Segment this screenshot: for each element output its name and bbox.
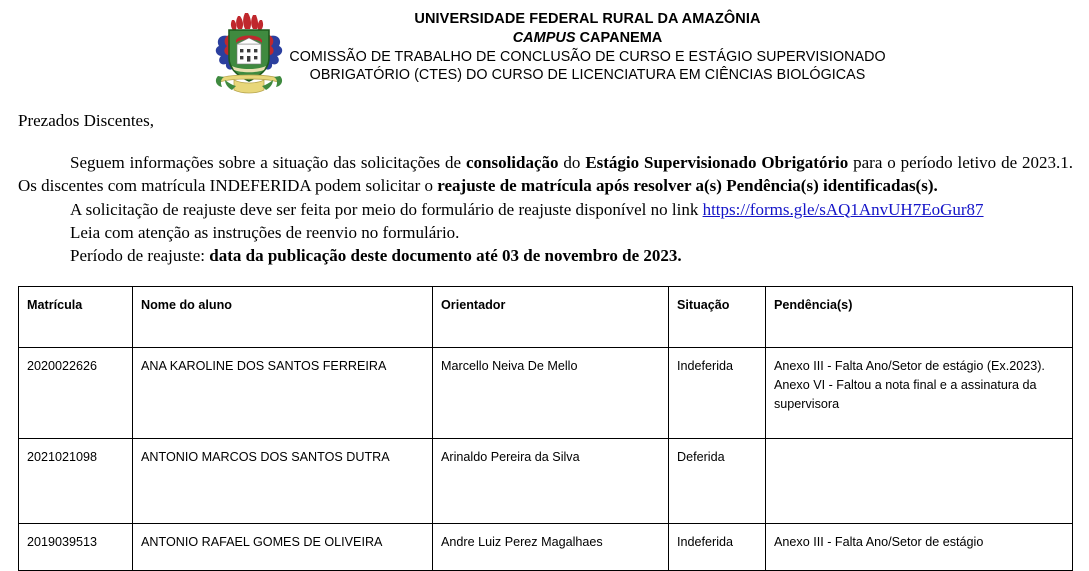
document-header — [0, 0, 1089, 96]
campus-name — [286, 29, 889, 48]
p1-bold-reajuste: reajuste de matrícula após resolver a(s) Pendência(s) identificadas(s). — [437, 176, 938, 196]
paragraph-form-link — [18, 198, 1073, 221]
cell-nome: ANA KAROLINE DOS SANTOS FERREIRA — [133, 347, 433, 438]
cell-matricula: 2020022626 — [19, 347, 133, 438]
cell-matricula: 2021021098 — [19, 438, 133, 523]
students-table-container — [0, 286, 1089, 571]
cell-orientador: Marcello Neiva De Mello — [433, 347, 669, 438]
p1-bold-estagio: Estágio Supervisionado Obrigatório — [585, 153, 849, 173]
column-header-situacao: Situação — [669, 286, 766, 347]
column-header-nome: Nome do aluno — [133, 286, 433, 347]
paragraph-instructions: Leia com atenção as instruções de reenvio no formulário. — [70, 222, 460, 242]
cell-situacao: Deferida — [669, 438, 766, 523]
salutation: Prezados Discentes, — [18, 111, 154, 130]
paragraph-intro — [18, 151, 1073, 198]
cell-nome: ANTONIO MARCOS DOS SANTOS DUTRA — [133, 438, 433, 523]
cell-situacao: Indeferida — [669, 523, 766, 570]
cell-orientador: Andre Luiz Perez Magalhaes — [433, 523, 669, 570]
table-row — [19, 523, 1073, 570]
column-header-pendencia: Pendência(s) — [766, 286, 1073, 347]
p1-text-2: do — [558, 153, 586, 173]
university-name: UNIVERSIDADE FEDERAL RURAL DA AMAZÔNIA — [414, 11, 761, 27]
paragraph-period — [18, 244, 1073, 267]
commission-name-line1: COMISSÃO DE TRABALHO DE CONCLUSÃO DE CURSO E ESTÁGIO SUPERVISIONADO — [289, 48, 886, 65]
column-header-matricula: Matrícula — [19, 286, 133, 347]
cell-nome: ANTONIO RAFAEL GOMES DE OLIVEIRA — [133, 523, 433, 570]
p2-text: A solicitação de reajuste deve ser feita por meio do formulário de reajuste disponível no link — [70, 199, 703, 219]
cell-pendencia: Anexo III - Falta Ano/Setor de estágio — [766, 523, 1073, 570]
column-header-orientador: Orientador — [433, 286, 669, 347]
cell-pendencia: Anexo III - Falta Ano/Setor de estágio (Ex.2023). Anexo VI - Faltou a nota final e a assinatura da supervisora — [766, 347, 1073, 438]
commission-name-line2: OBRIGATÓRIO (CTES) DO CURSO DE LICENCIATURA EM CIÊNCIAS BIOLÓGICAS — [309, 67, 866, 84]
cell-orientador: Arinaldo Pereira da Silva — [433, 438, 669, 523]
campus-word: CAMPUS — [512, 29, 576, 46]
cell-matricula: 2019039513 — [19, 523, 133, 570]
students-table — [18, 286, 1073, 571]
campus-city: CAPANEMA — [575, 29, 663, 46]
document-body — [0, 110, 1089, 267]
cell-situacao: Indeferida — [669, 347, 766, 438]
cell-pendencia — [766, 438, 1073, 523]
p1-text-3: para o período letivo de 2023.1. Os discentes com matrícula INDEFERIDA podem solicitar o — [18, 153, 1073, 196]
ufra-coat-of-arms-icon — [212, 10, 286, 96]
p4-bold-deadline: data da publicação deste documento até 03 de novembro de 2023. — [209, 245, 682, 265]
reajuste-form-link[interactable]: https://forms.gle/sAQ1AnvUH7EoGur87 — [702, 199, 984, 219]
p1-bold-consolidacao: consolidação — [465, 153, 559, 173]
table-row — [19, 438, 1073, 523]
header-title-block — [286, 8, 1089, 85]
p1-text-1: Seguem informações sobre a situação das solicitações de — [70, 153, 466, 173]
table-header-row — [19, 286, 1073, 347]
p4-text: Período de reajuste: — [70, 245, 210, 265]
table-row — [19, 347, 1073, 438]
